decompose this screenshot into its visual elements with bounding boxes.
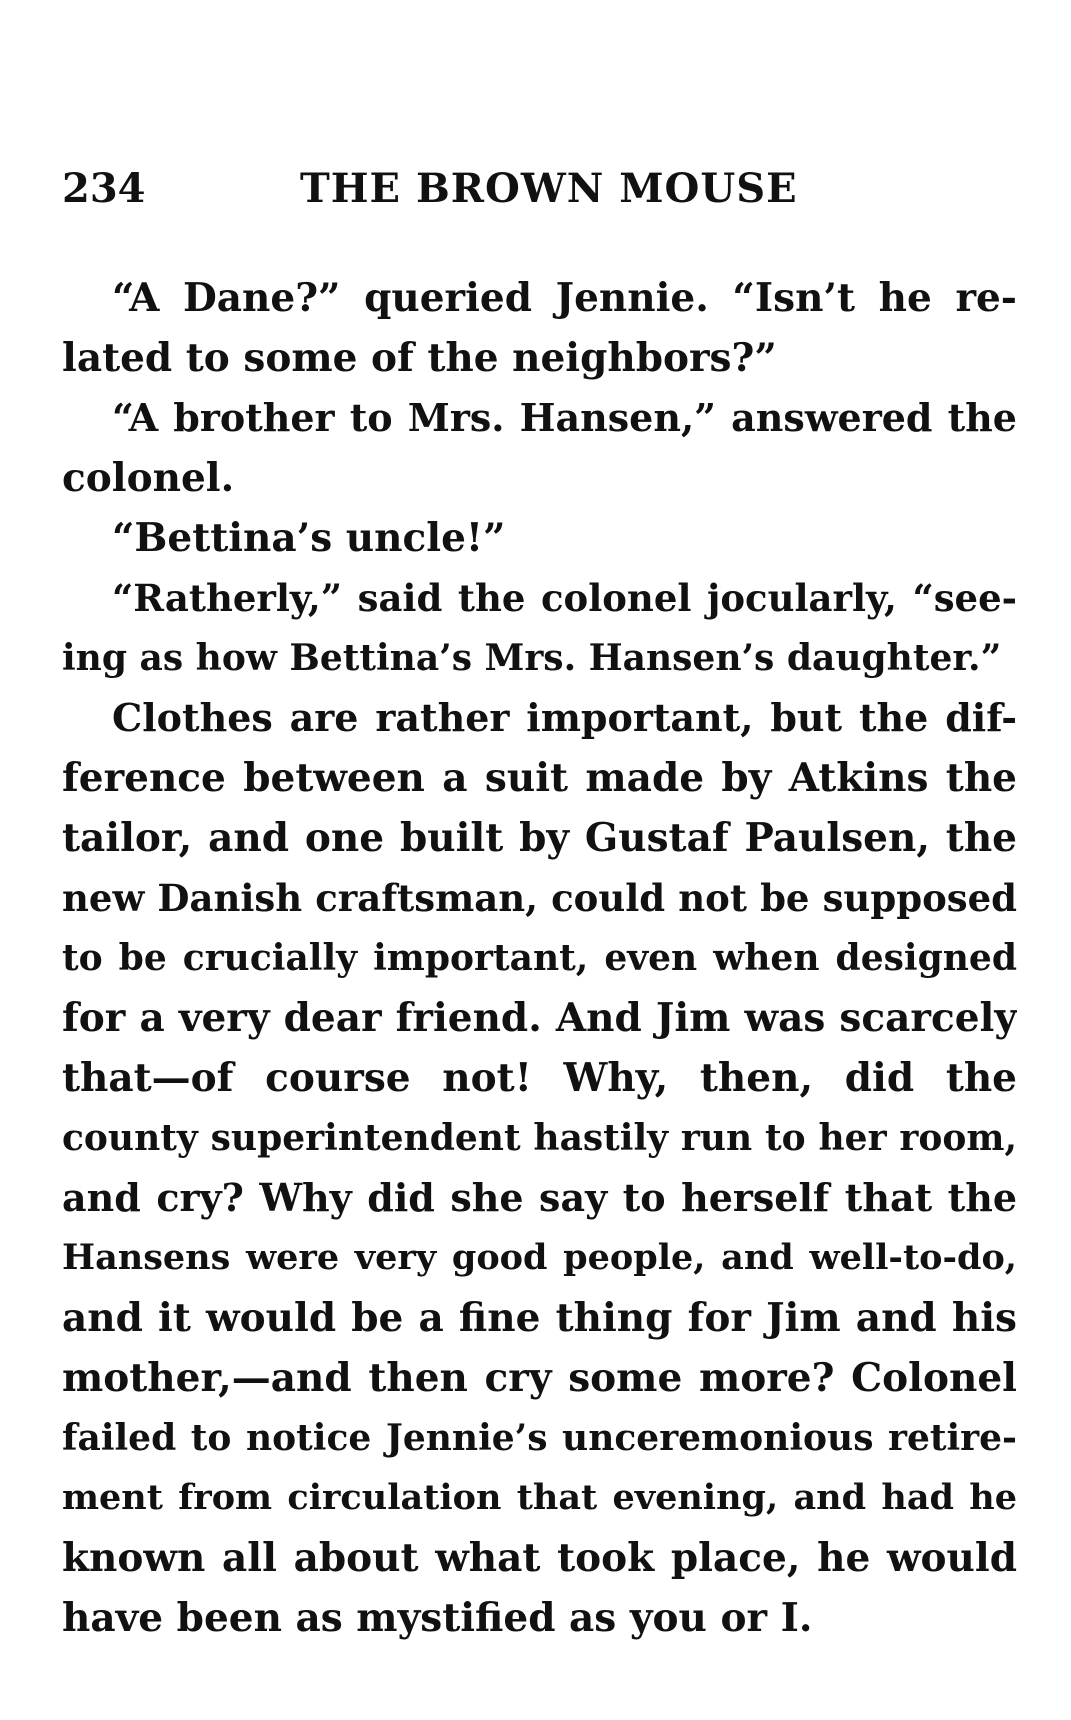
text-line: Hansens were very good people, and well-to-do, (62, 1237, 1017, 1278)
text-line: have been as mystified as you or I. (62, 1595, 813, 1641)
text-line: “A Dane?” queried Jennie. “Isn’t he re- (112, 275, 1017, 321)
text-line: and it would be a fine thing for Jim and his (62, 1295, 1017, 1341)
text-line: that—of course not! Why, then, did the (62, 1055, 1017, 1101)
text-line: county superintendent hastily run to her room, (62, 1117, 1017, 1159)
text-line: “Bettina’s uncle!” (112, 515, 506, 561)
text-line: to be crucially important, even when designed (62, 937, 1017, 979)
text-line: new Danish craftsman, could not be supposed (62, 876, 1017, 920)
text-line: ing as how Bettina’s Mrs. Hansen’s daughter.” (62, 637, 1002, 679)
text-line: and cry? Why did she say to herself that the (62, 1175, 1017, 1220)
text-line: lated to some of the neighbors?” (62, 335, 777, 381)
body-text (62, 268, 1017, 1648)
text-line: mother,—and then cry some more? Colonel (62, 1355, 1017, 1401)
text-line: tailor, and one built by Gustaf Paulsen, the (62, 815, 1017, 861)
page-header (62, 164, 1017, 214)
running-title: THE BROWN MOUSE (300, 165, 798, 212)
page-number: 234 (62, 165, 146, 212)
text-line: known all about what took place, he would (62, 1535, 1017, 1581)
text-line: Clothes are rather important, but the dif- (112, 695, 1017, 740)
text-line: failed to notice Jennie’s unceremonious retire- (62, 1417, 1017, 1459)
text-line: “A brother to Mrs. Hansen,” answered the (112, 395, 1017, 440)
text-line: “Ratherly,” said the colonel jocularly, “see- (112, 576, 1017, 620)
text-line: ment from circulation that evening, and had he (62, 1477, 1017, 1518)
text-line: ference between a suit made by Atkins the (62, 755, 1017, 801)
text-line: for a very dear friend. And Jim was scarcely (62, 995, 1017, 1041)
text-line: colonel. (62, 455, 235, 501)
